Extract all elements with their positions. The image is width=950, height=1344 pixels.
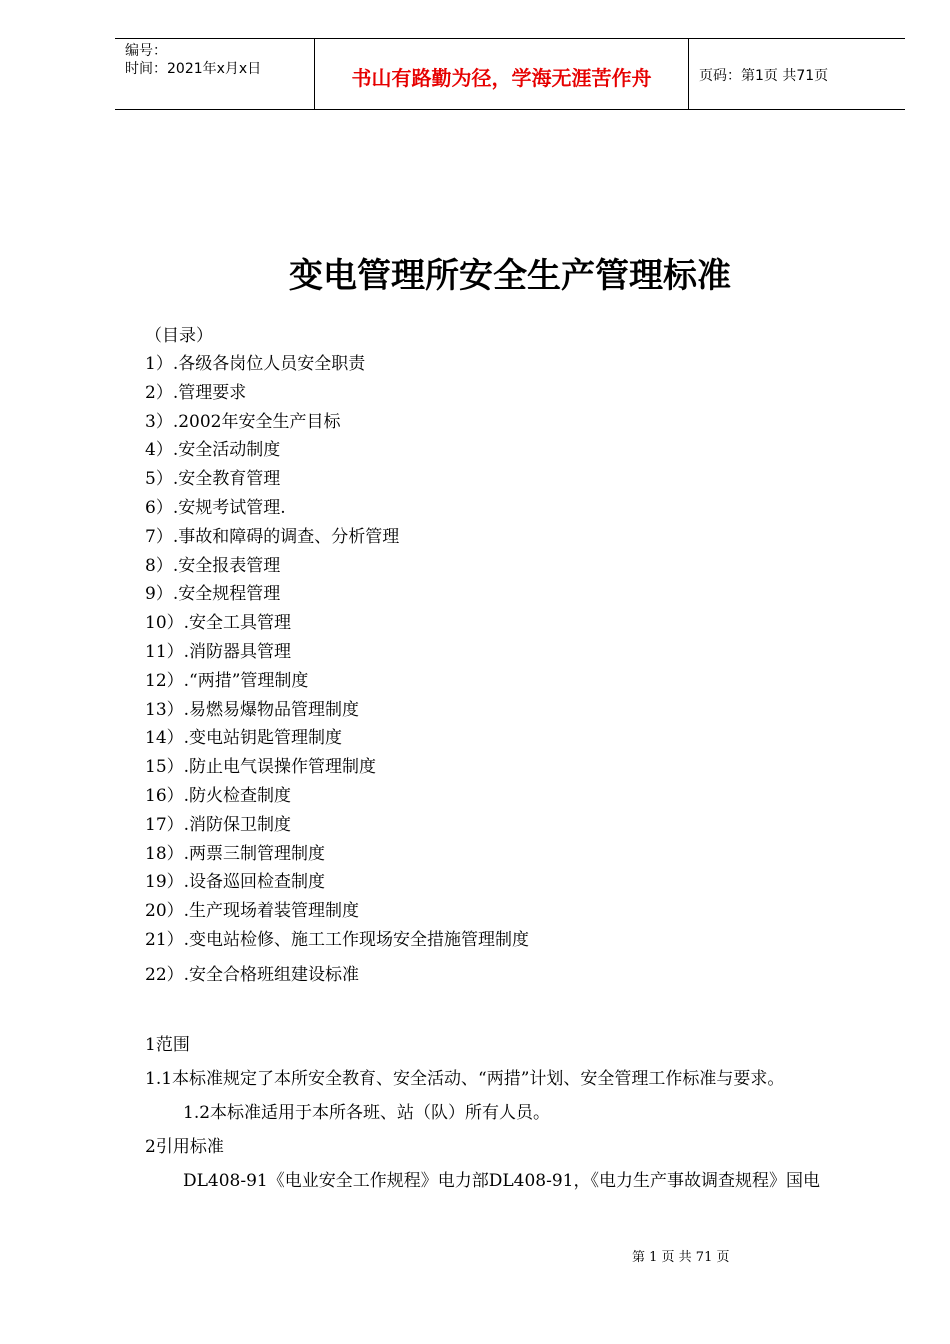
paragraph: 1.1本标准规定了本所安全教育、安全活动、“两措”计划、安全管理工作标准与要求。 xyxy=(145,1069,785,1089)
toc-item: 2）.管理要求 xyxy=(145,382,247,403)
section-heading: 2引用标准 xyxy=(145,1137,224,1157)
toc-item: 5）.安全教育管理 xyxy=(145,469,281,490)
toc-item: 6）.安规考试管理. xyxy=(145,497,286,518)
toc-item: 11）.消防器具管理 xyxy=(145,641,292,662)
toc-item: 1）.各级各岗位人员安全职责 xyxy=(145,354,366,374)
document-time-label: 时间：2021年x月x日 xyxy=(125,61,262,77)
toc-item: 10）.安全工具管理 xyxy=(145,613,292,634)
header-page-info: 页码：第1页 共71页 xyxy=(699,68,829,84)
document-title: 变电管理所安全生产管理标准 xyxy=(289,256,731,296)
document-number-label: 编号： xyxy=(125,43,167,59)
table-of-contents xyxy=(145,322,529,990)
paragraph: DL408-91《电业安全工作规程》电力部DL408-91，《电力生产事故调查规程》国电 xyxy=(183,1171,820,1191)
toc-item: 20）.生产现场着装管理制度 xyxy=(145,901,360,922)
paragraph: 1.2本标准适用于本所各班、站（队）所有人员。 xyxy=(183,1103,551,1123)
toc-list xyxy=(145,350,529,990)
toc-item: 3）.2002年安全生产目标 xyxy=(145,411,341,432)
header-motto: 书山有路勤为径，学海无涯苦作舟 xyxy=(315,39,689,109)
page-header xyxy=(115,38,905,110)
toc-item: 19）.设备巡回检查制度 xyxy=(145,872,326,893)
header-meta-cell xyxy=(115,39,315,109)
toc-item: 9）.安全规程管理 xyxy=(145,584,281,605)
toc-item: 22）.安全合格班组建设标准 xyxy=(145,964,360,985)
toc-item: 15）.防止电气误操作管理制度 xyxy=(145,757,377,778)
toc-item: 7）.事故和障碍的调查、分析管理 xyxy=(145,526,400,547)
page-footer: 第 1 页 共 71 页 xyxy=(632,1250,730,1265)
toc-item: 13）.易燃易爆物品管理制度 xyxy=(145,699,360,720)
toc-item: 21）.变电站检修、施工工作现场安全措施管理制度 xyxy=(145,929,530,950)
toc-item: 17）.消防保卫制度 xyxy=(145,814,292,835)
toc-item: 14）.变电站钥匙管理制度 xyxy=(145,728,343,749)
toc-item: 16）.防火检查制度 xyxy=(145,785,292,806)
toc-item: 4）.安全活动制度 xyxy=(145,440,281,461)
section-heading: 1范围 xyxy=(145,1035,190,1055)
toc-item: 12）.“两措”管理制度 xyxy=(145,670,309,691)
toc-item: 18）.两票三制管理制度 xyxy=(145,843,326,864)
toc-heading: （目录） xyxy=(145,326,213,346)
toc-item: 8）.安全报表管理 xyxy=(145,555,281,576)
document-body xyxy=(145,1028,905,1198)
